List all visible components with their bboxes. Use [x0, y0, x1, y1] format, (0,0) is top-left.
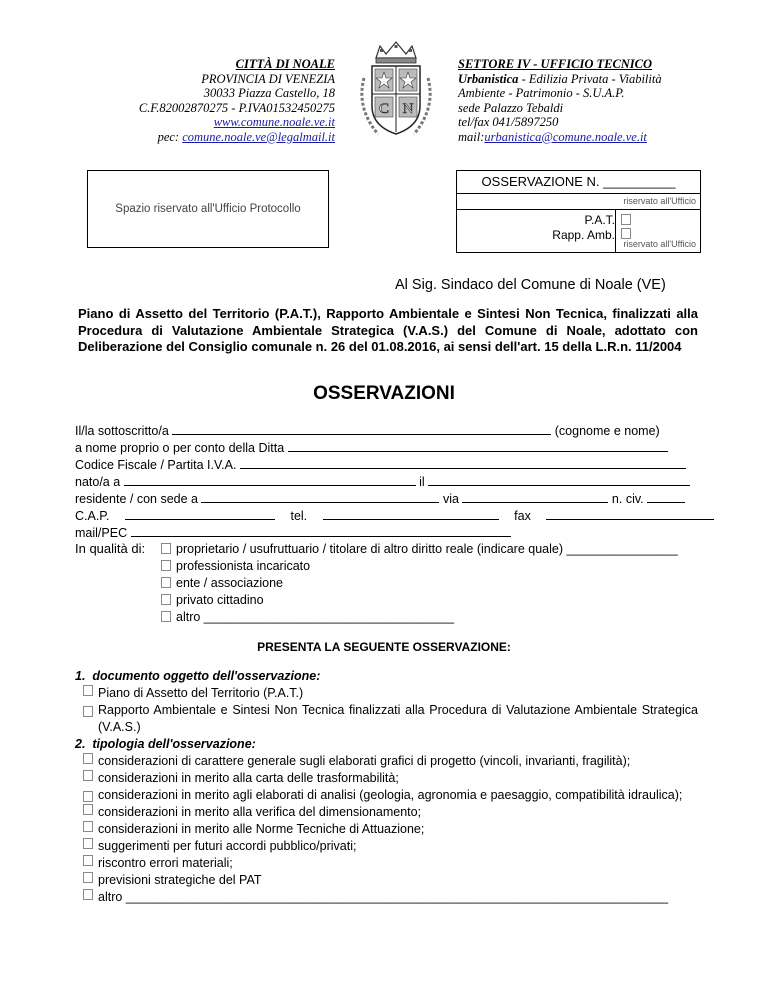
- section2-number: 2.: [75, 737, 86, 751]
- document-option-pat[interactable]: Piano di Assetto del Territorio (P.A.T.): [75, 685, 698, 702]
- tax-codes: C.F.82002870275 - P.IVA01532450275: [138, 100, 335, 115]
- reserved-note-top: riservato all'Ufficio: [623, 196, 696, 206]
- company-field[interactable]: [288, 439, 668, 452]
- section1-number: 1.: [75, 669, 86, 683]
- cap-field[interactable]: [125, 507, 275, 520]
- undersigned-field[interactable]: [172, 422, 551, 435]
- protocol-box-label: Spazio riservato all'Ufficio Protocollo: [115, 203, 301, 215]
- mail-row: [75, 524, 696, 541]
- checkbox[interactable]: [83, 706, 93, 717]
- fiscal-field[interactable]: [240, 456, 686, 469]
- checkbox[interactable]: [83, 838, 93, 849]
- capacity-label: In qualità di:: [75, 541, 146, 556]
- mail-pec-label: mail/PEC: [75, 526, 128, 540]
- checkbox[interactable]: [83, 753, 93, 764]
- checkbox[interactable]: [161, 577, 171, 588]
- fiscal-label: Codice Fiscale / Partita I.V.A.: [75, 458, 237, 472]
- birthdate-field[interactable]: [428, 473, 690, 486]
- addressee: Al Sig. Sindaco del Comune di Noale (VE): [395, 277, 666, 293]
- street-label: via: [442, 492, 459, 506]
- type-option[interactable]: riscontro errori materiali;: [75, 855, 698, 872]
- pat-checkbox[interactable]: [621, 214, 636, 227]
- birth-row: [75, 473, 696, 490]
- checkbox[interactable]: [83, 855, 93, 866]
- dept-rest: - Edilizia Privata - Viabilità: [518, 71, 662, 86]
- main-heading: OSSERVAZIONI: [313, 383, 455, 404]
- mail-pec-field[interactable]: [131, 524, 511, 537]
- on-behalf-label: a nome proprio o per conto della Ditta: [75, 441, 285, 455]
- fax-field[interactable]: [546, 507, 714, 520]
- tel-label: tel.: [290, 509, 308, 523]
- divider: [615, 210, 616, 253]
- checkbox[interactable]: [161, 594, 171, 605]
- province: PROVINCIA DI VENEZIA: [201, 71, 335, 86]
- capacity-option-association[interactable]: ente / associazione: [161, 575, 678, 592]
- pec-link[interactable]: comune.noale.ve@legalmail.it: [182, 129, 335, 144]
- observation-box: [456, 170, 701, 253]
- observation-type-labels: [552, 213, 615, 243]
- observation-type-grid: [457, 209, 700, 253]
- checkbox[interactable]: [83, 791, 93, 802]
- fax-label: fax: [514, 509, 531, 523]
- undersigned-label: Il/la sottoscritto/a: [75, 424, 169, 438]
- dept-line2: Ambiente - Patrimonio - S.U.A.P.: [458, 86, 625, 100]
- office-mail-link[interactable]: urbanistica@comune.noale.ve.it: [484, 129, 647, 144]
- born-label: nato/a a: [75, 475, 121, 489]
- pat-label: P.A.T.: [584, 213, 615, 227]
- type-option[interactable]: considerazioni in merito alla carta delle trasformabilità;: [75, 770, 698, 787]
- office-telfax: tel/fax 041/5897250: [458, 115, 559, 129]
- office-seat: sede Palazzo Tebaldi: [458, 100, 564, 115]
- pec-label: pec:: [157, 129, 183, 144]
- resident-label: residente / con sede a: [75, 492, 198, 506]
- checkbox[interactable]: [83, 872, 93, 883]
- municipality-header: [90, 57, 335, 144]
- capacity-option-professional[interactable]: professionista incaricato: [161, 558, 678, 575]
- checkbox[interactable]: [83, 804, 93, 815]
- tel-field[interactable]: [323, 507, 499, 520]
- undersigned-hint: (cognome e nome): [554, 424, 660, 438]
- capacity-option-other[interactable]: altro ____________________________________: [161, 609, 678, 626]
- checkbox[interactable]: [83, 770, 93, 781]
- undersigned-row: [75, 422, 696, 439]
- office-header: [458, 57, 728, 144]
- document-title: Piano di Assetto del Territorio (P.A.T.), Rapporto Ambientale e Sintesi Non Tecnica, finalizzati alla Procedura di Valutazione Ambientale Strategica (V.A.S.) del Comune di Noale, adottato con Deliberazione del Consiglio comunale n. 26 del 01.08.2016, ai sensi dell'art. 15 della L.R.n. 11/2004: [78, 306, 698, 354]
- presenta-heading: PRESENTA LA SEGUENTE OSSERVAZIONE:: [257, 640, 511, 654]
- capacity-options: [161, 541, 678, 626]
- residence-city-field[interactable]: [201, 490, 439, 503]
- section2-heading: tipologia dell'osservazione:: [92, 737, 256, 751]
- observation-number: OSSERVAZIONE N. __________: [457, 171, 700, 194]
- municipal-crest-logo: [350, 38, 442, 143]
- capacity-option-citizen[interactable]: privato cittadino: [161, 592, 678, 609]
- dept-bold: Urbanistica: [458, 71, 519, 86]
- address: 30033 Piazza Castello, 18: [203, 86, 335, 100]
- crest-letter-n: N: [402, 101, 414, 117]
- type-option[interactable]: suggerimenti per futuri accordi pubblico/privati;: [75, 838, 698, 855]
- birthplace-field[interactable]: [124, 473, 416, 486]
- section1-heading: documento oggetto dell'osservazione:: [92, 669, 321, 683]
- type-option-other[interactable]: altro ______________________________________________________________________________: [75, 889, 698, 906]
- crest-letter-c: C: [378, 101, 390, 117]
- checkbox[interactable]: [161, 611, 171, 622]
- type-option[interactable]: previsioni strategiche del PAT: [75, 872, 698, 889]
- rapp-amb-label: Rapp. Amb.: [552, 228, 615, 242]
- civic-number-field[interactable]: [647, 490, 685, 503]
- sector-name: SETTORE IV - UFFICIO TECNICO: [458, 57, 653, 71]
- mail-label: mail:: [458, 129, 485, 144]
- civ-label: n. civ.: [611, 492, 644, 506]
- protocol-box: [87, 170, 329, 248]
- fiscal-row: [75, 456, 696, 473]
- on-behalf-row: [75, 439, 696, 456]
- type-option[interactable]: considerazioni in merito agli elaborati di analisi (geologia, agronomia e paesaggio, compatibilità idraulica);: [75, 787, 698, 804]
- city-name: CITTÀ DI NOALE: [235, 57, 335, 71]
- type-option[interactable]: considerazioni di carattere generale sugli elaborati grafici di progetto (vincoli, invarianti, fragilità);: [75, 753, 698, 770]
- type-option[interactable]: considerazioni in merito alla verifica del dimensionamento;: [75, 804, 698, 821]
- capacity-option-owner[interactable]: proprietario / usufruttuario / titolare di altro diritto reale (indicare quale) ________________: [161, 541, 678, 558]
- contact-row: [75, 507, 696, 524]
- residence-row: [75, 490, 696, 507]
- type-option[interactable]: considerazioni in merito alle Norme Tecniche di Attuazione;: [75, 821, 698, 838]
- checkbox[interactable]: [161, 543, 171, 554]
- checkbox[interactable]: [83, 889, 93, 900]
- street-field[interactable]: [462, 490, 608, 503]
- section-type: [75, 736, 698, 906]
- checkbox[interactable]: [83, 685, 93, 696]
- checkbox[interactable]: [161, 560, 171, 571]
- document-option-vas[interactable]: Rapporto Ambientale e Sintesi Non Tecnica finalizzati alla Procedura di Valutazione Ambientale Strategica (V.A.S.): [75, 702, 698, 736]
- website-link[interactable]: www.comune.noale.ve.it: [213, 115, 335, 129]
- section-document: [75, 668, 698, 736]
- born-on-label: il: [419, 475, 425, 489]
- cap-label: C.A.P.: [75, 509, 110, 523]
- reserved-note-bottom: riservato all'Ufficio: [623, 239, 696, 249]
- checkbox[interactable]: [83, 821, 93, 832]
